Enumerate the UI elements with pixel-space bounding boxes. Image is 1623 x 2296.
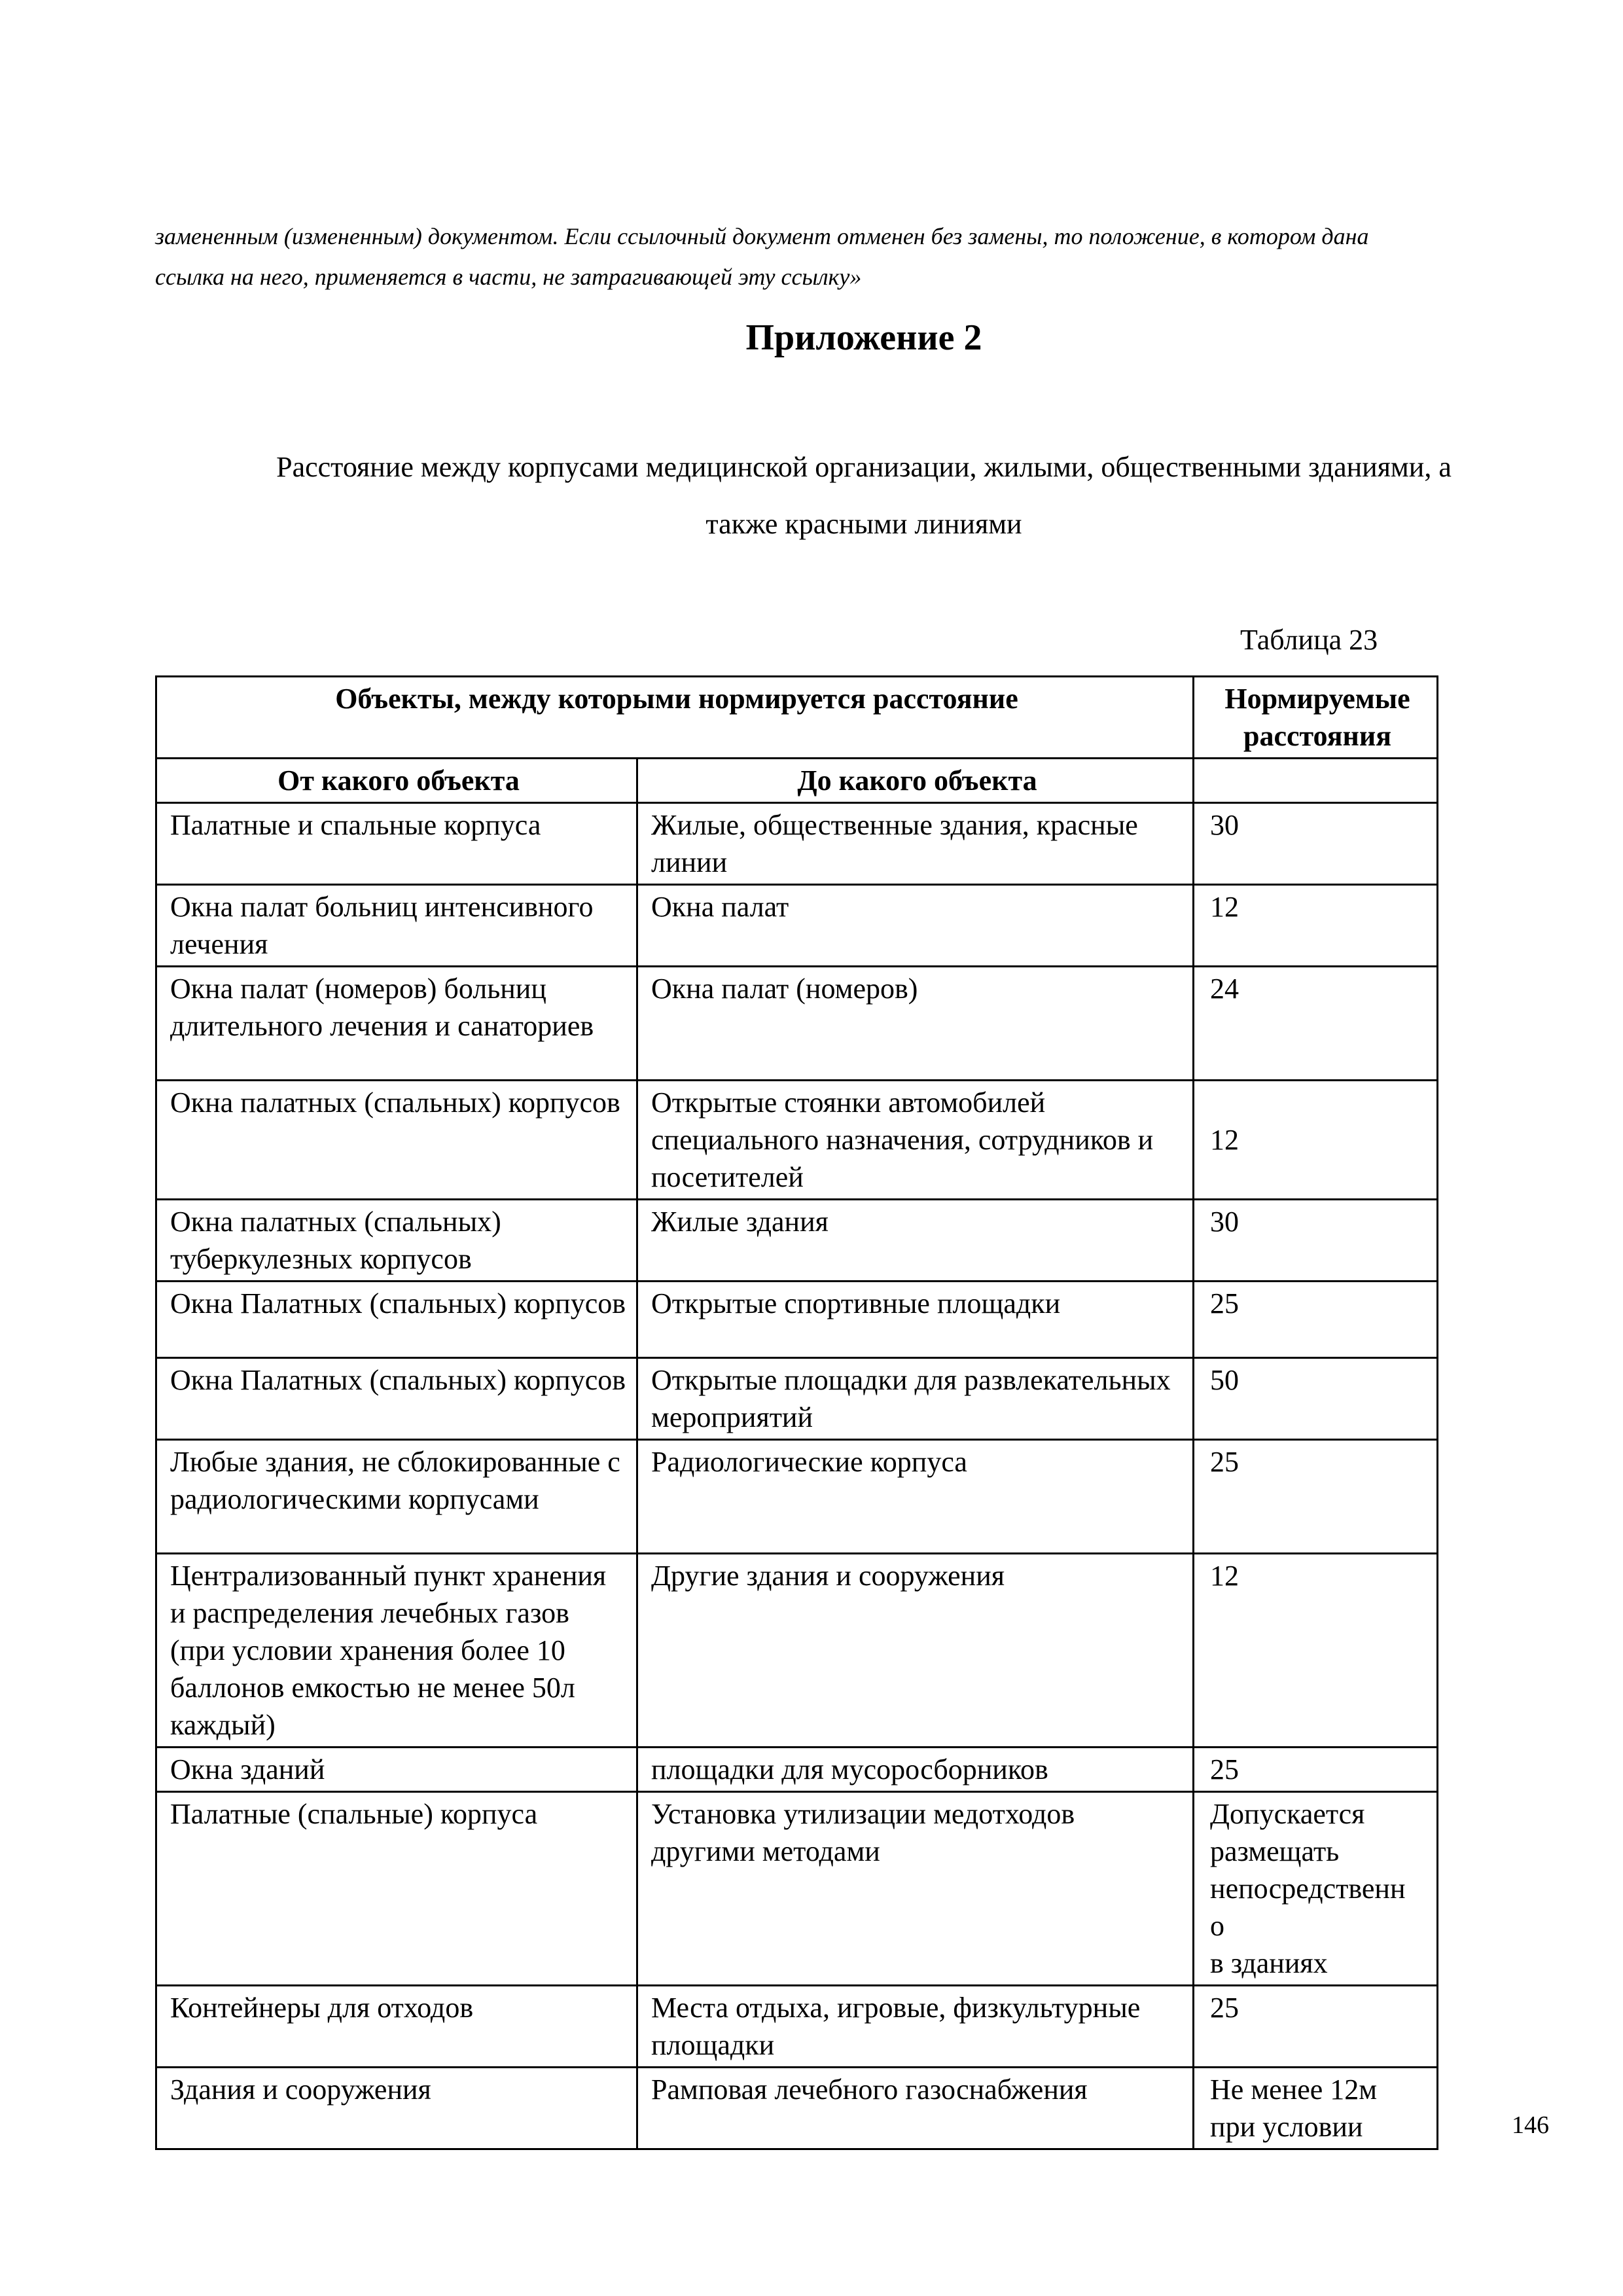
cell-to: Жилые, общественные здания, красные линии [637,803,1194,885]
table-row [156,967,1438,1081]
table-row [156,1554,1438,1748]
cell-value: 12 [1194,885,1438,967]
table-header-row [156,677,1438,759]
table-caption: Таблица 23 [1240,624,1378,656]
header-objects: Объекты, между которыми нормируется расстояние [156,677,1194,759]
distance-norms-table [155,675,1438,2150]
cell-value: 25 [1194,1986,1438,2068]
cell-from: Палатные (спальные) корпуса [156,1792,637,1986]
cell-from: Окна палат больниц интенсивного лечения [156,885,637,967]
cell-to: Рамповая лечебного газоснабжения [637,2068,1194,2149]
cell-from: Окна Палатных (спальных) корпусов [156,1358,637,1440]
cell-value: 24 [1194,967,1438,1081]
table-subtitle-line-1: Расстояние между корпусами медицинской организации, жилыми, общественными зданиями, а [276,451,1452,483]
header-from: От какого объекта [156,759,637,803]
intro-paragraph [155,216,1582,297]
intro-line-1: замененным (измененным) документом. Если ссылочный документ отменен без замены, то положение, в котором дана [155,223,1369,249]
table-row [156,1748,1438,1792]
cell-value: Не менее 12м при условии [1194,2068,1438,2149]
cell-value: Допускается размещать непосредственн о в зданиях [1194,1792,1438,1986]
cell-from: Здания и сооружения [156,2068,637,2149]
cell-value: 50 [1194,1358,1438,1440]
cell-value: 12 [1194,1081,1438,1200]
cell-value: 30 [1194,803,1438,885]
cell-from: Окна Палатных (спальных) корпусов [156,1282,637,1358]
header-empty-cell [1194,759,1438,803]
intro-line-2: ссылка на него, применяется в части, не затрагивающей эту ссылку» [155,264,862,290]
table-row [156,885,1438,967]
cell-value: 12 [1194,1554,1438,1748]
table-row [156,1440,1438,1554]
cell-value: 25 [1194,1440,1438,1554]
cell-to: Другие здания и сооружения [637,1554,1194,1748]
cell-from: Любые здания, не сблокированные с радиологическими корпусами [156,1440,637,1554]
cell-from: Централизованный пункт хранения и распределения лечебных газов (при условии хранения более 10 баллонов емкостью не менее 50л каждый) [156,1554,637,1748]
table-subtitle-line-2: также красными линиями [705,508,1022,540]
header-norms: Нормируемые расстояния [1194,677,1438,759]
table-row [156,1081,1438,1200]
cell-to: Радиологические корпуса [637,1440,1194,1554]
cell-from: Окна палатных (спальных) туберкулезных корпусов [156,1200,637,1282]
cell-from: Окна зданий [156,1748,637,1792]
cell-to: Установка утилизации медотходов другими методами [637,1792,1194,1986]
cell-from: Окна палатных (спальных) корпусов [156,1081,637,1200]
cell-value: 30 [1194,1200,1438,1282]
cell-from: Контейнеры для отходов [156,1986,637,2068]
table-row [156,2068,1438,2149]
table-row [156,1986,1438,2068]
cell-to: Окна палат [637,885,1194,967]
cell-to: Жилые здания [637,1200,1194,1282]
table-subheader-row [156,759,1438,803]
cell-to: Открытые площадки для развлекательных мероприятий [637,1358,1194,1440]
cell-to: Открытые спортивные площадки [637,1282,1194,1358]
cell-value: 25 [1194,1282,1438,1358]
cell-to: Окна палат (номеров) [637,967,1194,1081]
appendix-title: Приложение 2 [745,317,982,358]
cell-to: Открытые стоянки автомобилей специального назначения, сотрудников и посетителей [637,1081,1194,1200]
header-to: До какого объекта [637,759,1194,803]
cell-from: Окна палат (номеров) больниц длительного лечения и санаториев [156,967,637,1081]
table-row [156,1200,1438,1282]
cell-value: 25 [1194,1748,1438,1792]
table-row [156,1792,1438,1986]
table-row [156,1282,1438,1358]
cell-to: площадки для мусоросборников [637,1748,1194,1792]
table-row [156,1358,1438,1440]
cell-from: Палатные и спальные корпуса [156,803,637,885]
table-row [156,803,1438,885]
page-number: 146 [1512,2111,1549,2139]
cell-to: Места отдыха, игровые, физкультурные площадки [637,1986,1194,2068]
